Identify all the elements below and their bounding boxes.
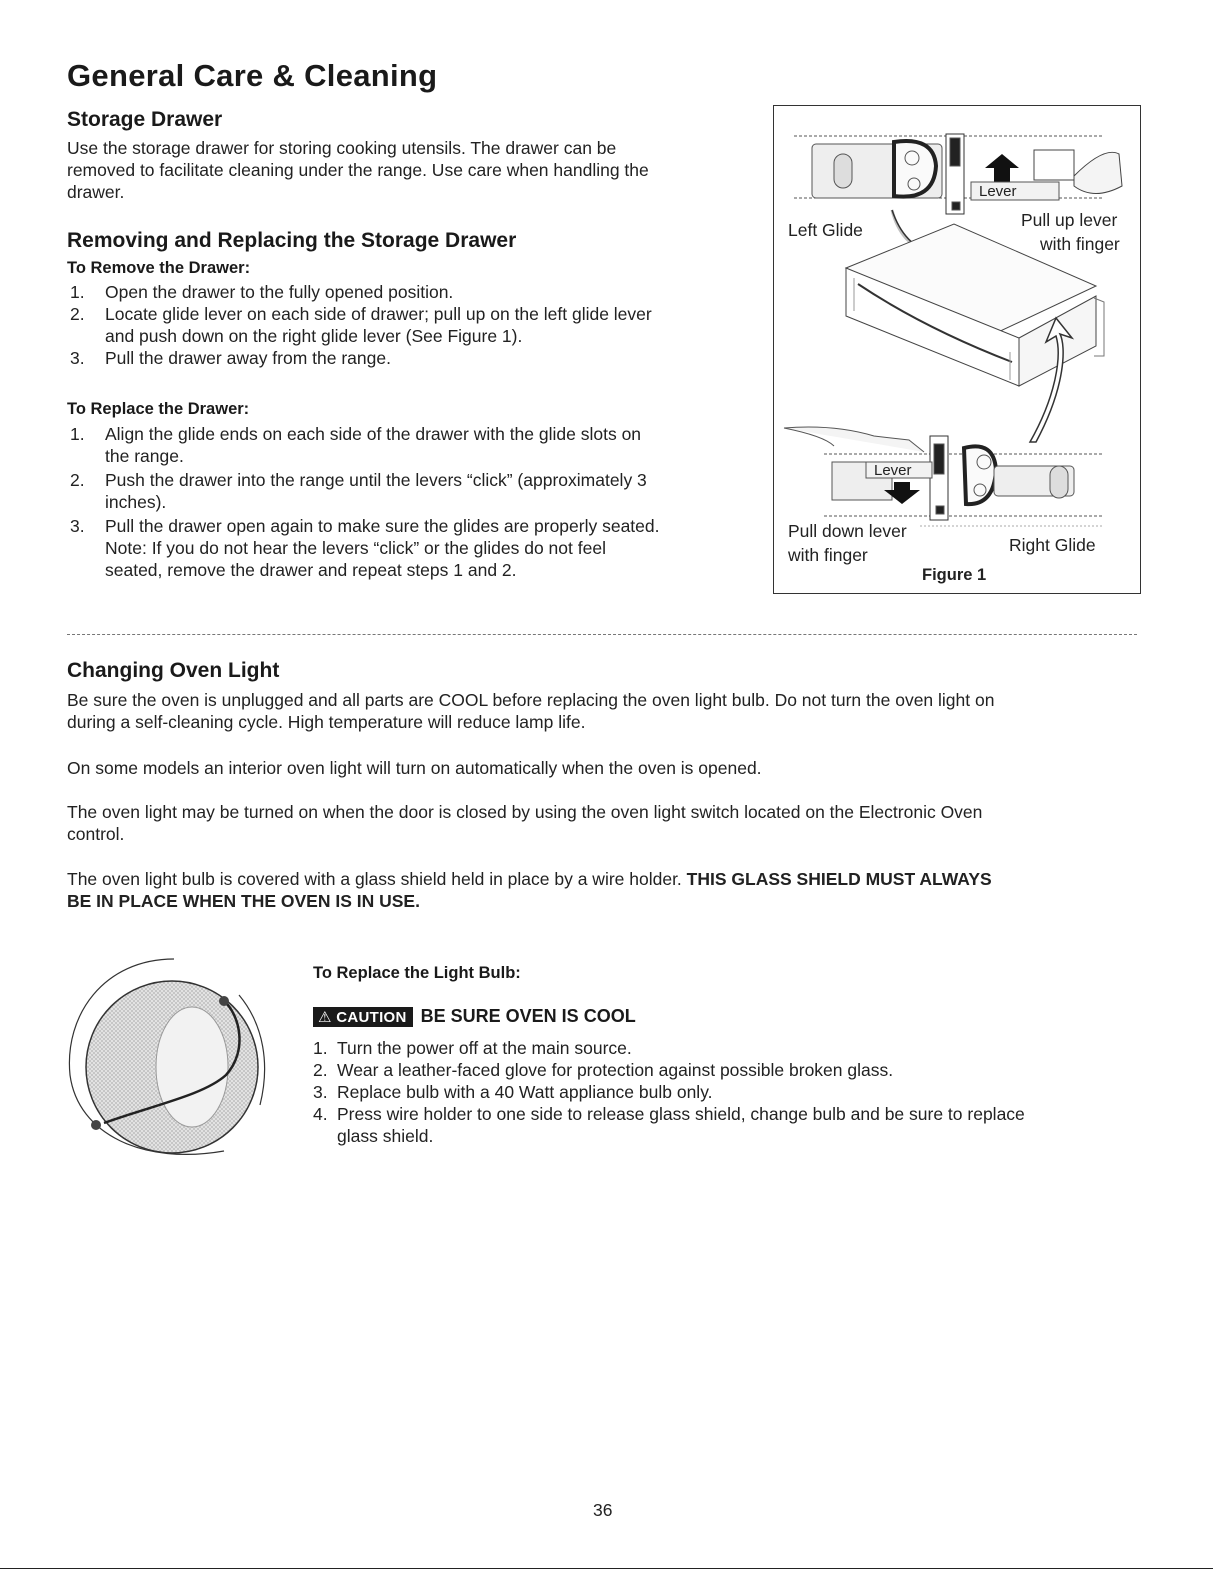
oven-light-bulb-illustration [64, 955, 274, 1165]
figure-1 [773, 105, 1141, 594]
storage-drawer-intro [67, 137, 649, 203]
p4-warning-1: THIS GLASS SHIELD MUST ALWAYS [686, 869, 992, 889]
oven-light-p4 [67, 868, 1167, 912]
p1-line: Be sure the oven is unplugged and all parts are COOL before replacing the oven light bulb. Do not turn the oven light on [67, 690, 995, 710]
intro-line: Use the storage drawer for storing cooking utensils. The drawer can be [67, 138, 617, 158]
p1-line: during a self-cleaning cycle. High temperature will reduce lamp life. [67, 712, 586, 732]
page-number: 36 [593, 1500, 613, 1520]
replace-step-3: 3. Pull the drawer open again to make sure the glides are properly seated. Note: If you do not hear the levers “click” or the glides do not feel seated, remove the drawer and repeat steps 1 and 2. [70, 516, 660, 580]
right-glide-label: Right Glide [1009, 535, 1096, 555]
storage-drawer-heading: Storage Drawer [67, 108, 223, 131]
bulb-step-4: 4. Press wire holder to one side to release glass shield, change bulb and be sure to replace glass shield. [313, 1104, 1025, 1146]
removing-heading: Removing and Replacing the Storage Drawer [67, 229, 517, 252]
right-glide-rail [784, 427, 1104, 520]
oven-light-p1 [67, 689, 1147, 733]
caution-message: BE SURE OVEN IS COOL [420, 1006, 636, 1026]
intro-line: drawer. [67, 182, 125, 202]
caution-badge: ⚠ CAUTION [313, 1007, 413, 1027]
oven-light-p2: On some models an interior oven light will turn on automatically when the oven is opened. [67, 758, 762, 778]
replace-bulb-subheading: To Replace the Light Bulb: [313, 964, 521, 982]
remove-subheading: To Remove the Drawer: [67, 259, 251, 277]
caution-notice [313, 1006, 636, 1027]
page-title: General Care & Cleaning [67, 58, 438, 93]
replace-subheading: To Replace the Drawer: [67, 400, 250, 418]
pull-up-label-2: with finger [1040, 234, 1120, 254]
figure-caption: Figure 1 [922, 566, 987, 584]
drawer-illustration [774, 106, 1140, 593]
bottom-rule [0, 1568, 1213, 1569]
oven-light-p3 [67, 801, 1147, 845]
p3-line: The oven light may be turned on when the door is closed by using the oven light switch located on the Electronic Oven [67, 802, 983, 822]
p3-line: control. [67, 824, 125, 844]
pull-down-label-2: with finger [788, 545, 868, 565]
intro-line: removed to facilitate cleaning under the range. Use care when handling the [67, 160, 649, 180]
lever-top-label: Lever [979, 183, 1017, 200]
remove-step-2: 2. Locate glide lever on each side of drawer; pull up on the left glide lever and push down on the right glide lever (See Figure 1). [70, 304, 652, 346]
p4-warning-2: BE IN PLACE WHEN THE OVEN IS IN USE. [67, 891, 420, 911]
pull-down-label-1: Pull down lever [788, 521, 907, 541]
up-arrow-icon [985, 154, 1019, 182]
lever-bottom-label: Lever [874, 462, 912, 479]
section-divider [67, 634, 1137, 635]
pull-up-label-1: Pull up lever [1021, 210, 1118, 230]
left-glide-rail [794, 134, 1122, 214]
replace-step-2: 2. Push the drawer into the range until the levers “click” (approximately 3 inches). [70, 470, 647, 512]
caution-badge-label: CAUTION [336, 1009, 407, 1026]
replace-step-1: 1. Align the glide ends on each side of the drawer with the glide slots on the range. [70, 424, 642, 466]
left-glide-label: Left Glide [788, 220, 863, 240]
p4-normal: The oven light bulb is covered with a glass shield held in place by a wire holder. [67, 869, 687, 889]
oven-light-heading: Changing Oven Light [67, 659, 280, 682]
